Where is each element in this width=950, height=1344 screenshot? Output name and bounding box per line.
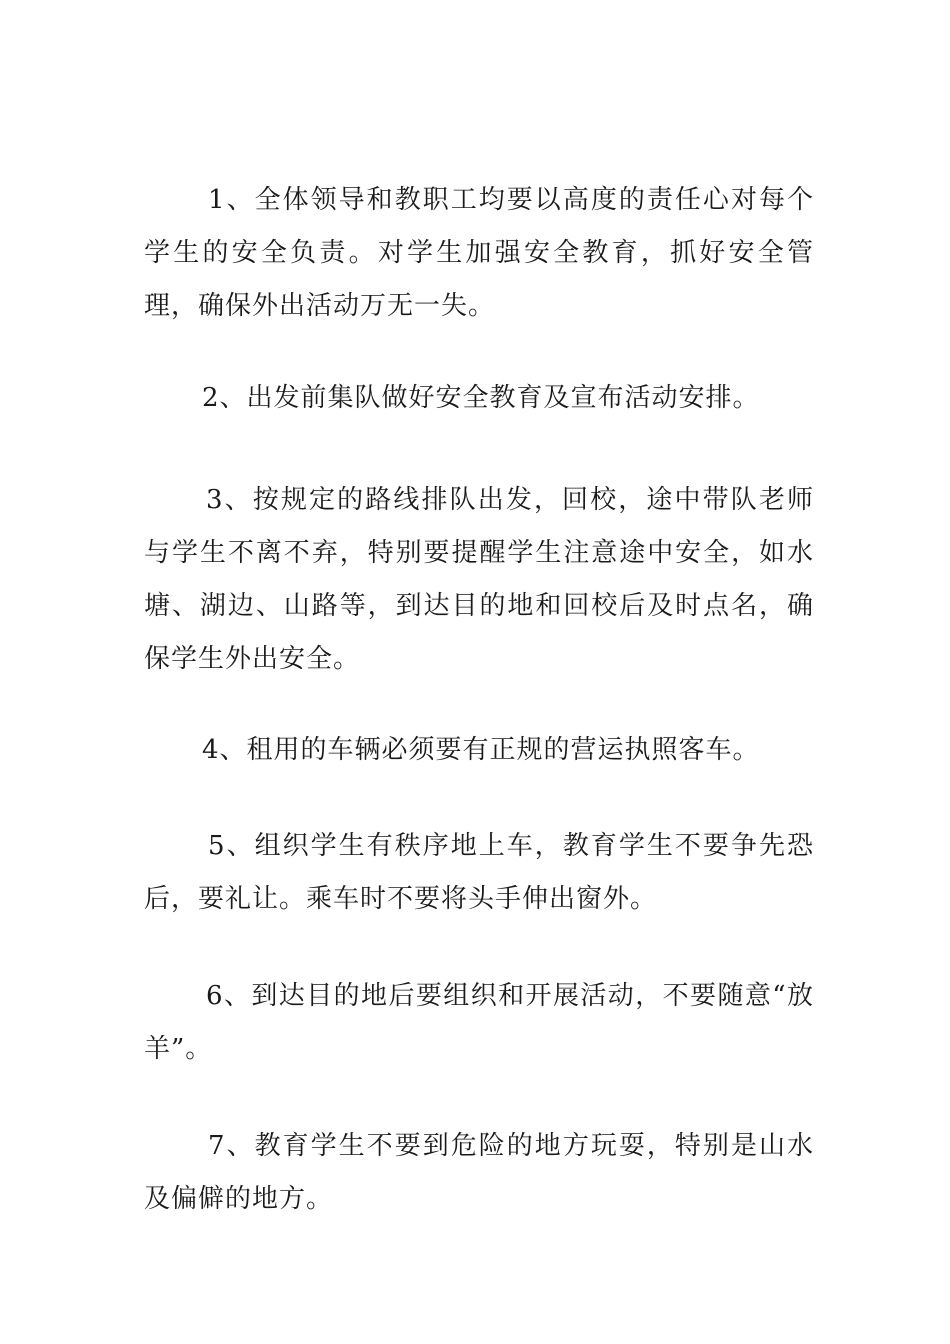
paragraph-1: 1、全体领导和教职工均要以高度的责任心对每个学生的安全负责。对学生加强安全教育，抓好安全管理，确保外出活动万无一失。 (144, 185, 814, 321)
paragraph-6: 6、到达目的地后要组织和开展活动，不要随意“放羊”。 (144, 981, 814, 1064)
paragraph-2: 2、出发前集队做好安全教育及宣布活动安排。 (202, 383, 760, 413)
paragraph-5: 5、组织学生有秩序地上车，教育学生不要争先恐后，要礼让。乘车时不要将头手伸出窗外。 (144, 831, 814, 914)
paragraph-3: 3、按规定的路线排队出发，回校，途中带队老师与学生不离不弃，特别要提醒学生注意途中安全，如水塘、湖边、山路等，到达目的地和回校后及时点名，确保学生外出安全。 (144, 485, 814, 674)
paragraph-7: 7、教育学生不要到危险的地方玩耍，特别是山水及偏僻的地方。 (144, 1131, 814, 1214)
paragraph-4: 4、租用的车辆必须要有正规的营运执照客车。 (202, 735, 760, 765)
